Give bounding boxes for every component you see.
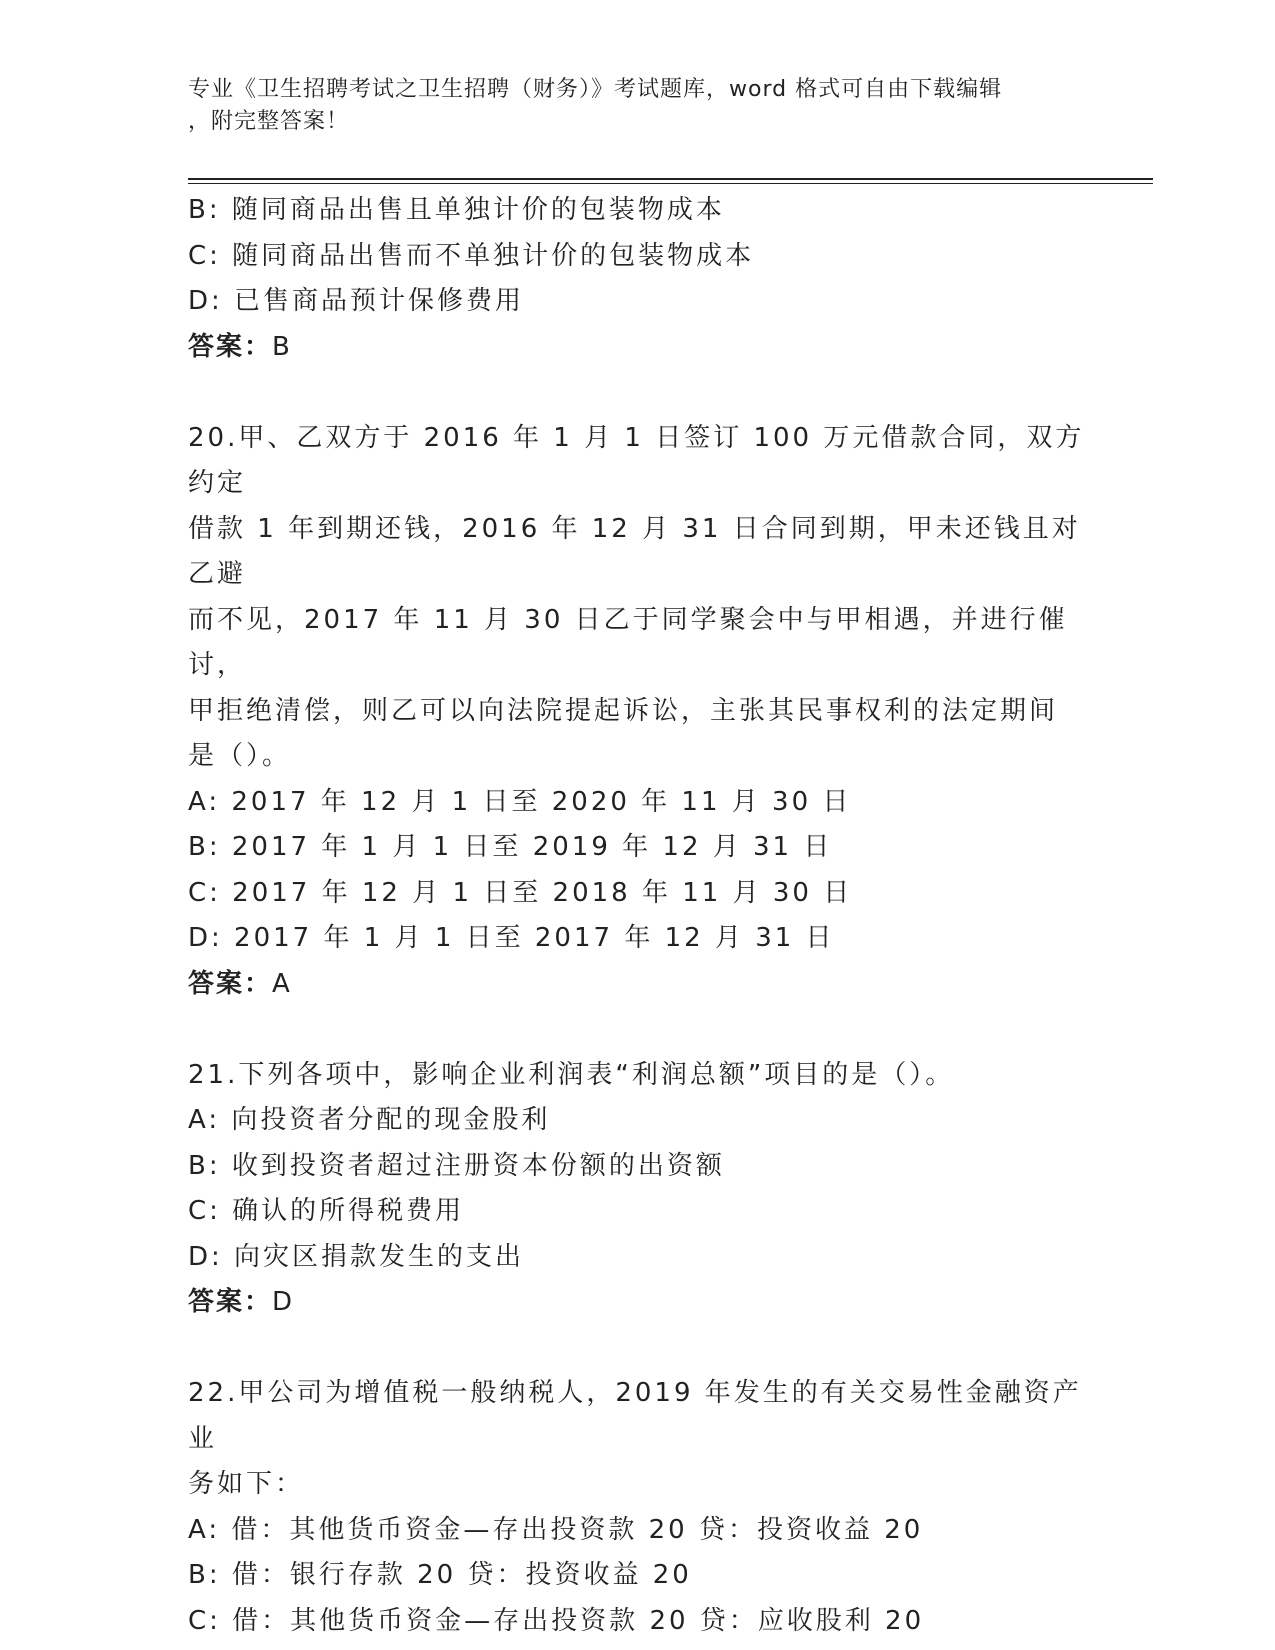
question-stem-line: 20.甲、乙双方于 2016 年 1 月 1 日签订 100 万元借款合同，双方约定: [188, 422, 1085, 498]
spacer: [188, 1326, 1108, 1372]
option-b: B: 借：银行存款 20 贷：投资收益 20: [188, 1560, 692, 1590]
question-stem-line: 借款 1 年到期还钱，2016 年 12 月 31 日合同到期，甲未还钱且对乙避: [188, 513, 1081, 589]
answer-line: [188, 325, 1108, 371]
question-stem-line: 务如下：: [188, 1469, 305, 1499]
option-c: C: 随同商品出售而不单独计价的包装物成本: [188, 240, 755, 271]
header-line-1: 专业《卫生招聘考试之卫生招聘（财务）》考试题库，word 格式可自由下载编辑: [188, 77, 1003, 102]
option-a: A: 借：其他货币资金—存出投资款 20 贷：投资收益 20: [188, 1514, 924, 1545]
question-stem-line: 是（）。: [188, 741, 292, 771]
option-a: A: 2017 年 12 月 1 日至 2020 年 11 月 30 日: [188, 786, 852, 817]
answer-line: [188, 1280, 1108, 1326]
option-c: C: 2017 年 12 月 1 日至 2018 年 11 月 30 日: [188, 877, 853, 908]
question-22-block: [188, 1371, 1108, 1644]
answer-label: 答案：: [188, 331, 273, 362]
question-stem-line: 甲拒绝清偿，则乙可以向法院提起诉讼，主张其民事权利的法定期间: [188, 695, 1059, 726]
question-content: [188, 188, 1108, 1644]
question-stem-line: 21.下列各项中，影响企业利润表“利润总额”项目的是（）。: [188, 1059, 955, 1090]
option-b: B: 收到投资者超过注册资本份额的出资额: [188, 1150, 725, 1181]
header-line-2: ，附完整答案！: [188, 109, 350, 134]
spacer: [188, 370, 1108, 416]
option-b: B: 2017 年 1 月 1 日至 2019 年 12 月 31 日: [188, 832, 833, 862]
question-stem-line: 而不见，2017 年 11 月 30 日乙于同学聚会中与甲相遇，并进行催讨，: [188, 604, 1068, 680]
answer-value: B: [272, 331, 292, 362]
option-a: A: 向投资者分配的现金股利: [188, 1105, 551, 1135]
option-c: C: 确认的所得税费用: [188, 1196, 465, 1226]
page-header: [188, 74, 1088, 138]
option-d: D: 2017 年 1 月 1 日至 2017 年 12 月 31 日: [188, 923, 835, 953]
question-20-block: [188, 416, 1108, 1008]
option-b: B: 随同商品出售且单独计价的包装物成本: [188, 195, 725, 225]
question-19-block: [188, 188, 1108, 370]
question-stem-line: 22.甲公司为增值税一般纳税人，2019 年发生的有关交易性金融资产业: [188, 1378, 1082, 1454]
question-21-block: [188, 1053, 1108, 1326]
option-c: C: 借：其他货币资金—存出投资款 20 贷：应收股利 20: [188, 1605, 925, 1636]
answer-value: A: [272, 968, 292, 999]
option-d: D: 已售商品预计保修费用: [188, 286, 525, 316]
answer-label: 答案：: [188, 1287, 273, 1317]
answer-value: D: [272, 1287, 295, 1317]
header-divider: [188, 178, 1153, 184]
option-d: D: 向灾区捐款发生的支出: [188, 1241, 525, 1272]
answer-label: 答案：: [188, 968, 273, 999]
answer-line: [188, 962, 1108, 1008]
spacer: [188, 1007, 1108, 1053]
